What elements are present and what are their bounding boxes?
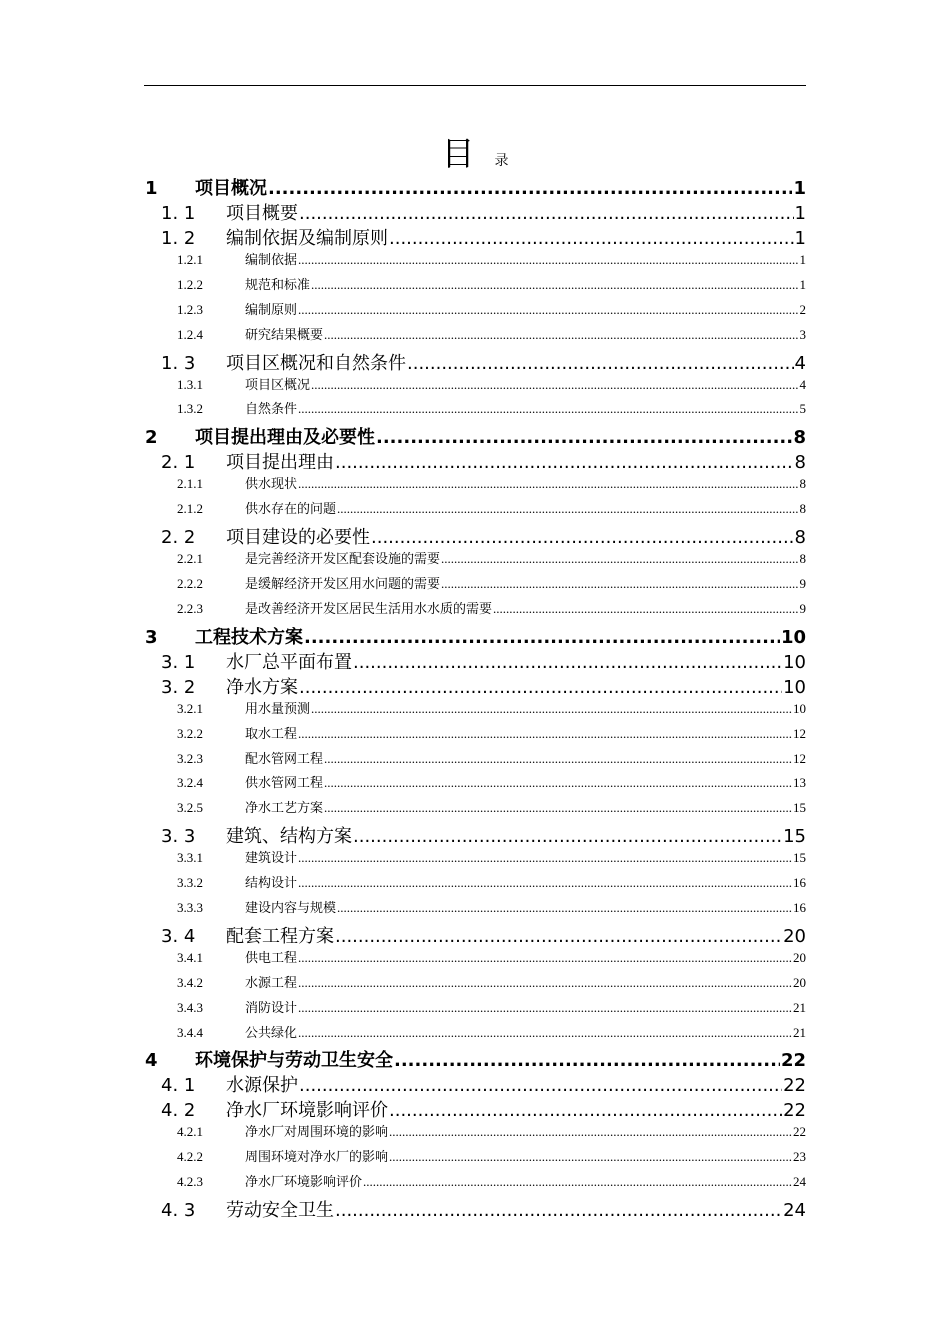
toc-entry-number: 4. 3 [161,1200,196,1222]
toc-entry-page: 5 [799,401,806,417]
toc-entry-level-3[interactable] [144,398,806,423]
toc-entry-page: 20 [793,949,806,965]
toc-entry-page: 12 [793,750,806,766]
toc-entry-title: 是缓解经济开发区用水问题的需要 [245,576,441,592]
toc-entry-page: 21 [793,1024,806,1040]
toc-entry-page: 10 [783,676,806,698]
toc-entry-number: 4.2.2 [177,1149,203,1165]
toc-entry-number: 2. 2 [161,527,196,549]
toc-entry-title: 项目提出理由及必要性 [195,427,375,449]
toc-entry-page: 24 [793,1174,806,1190]
toc-entry-title: 净水厂环境影响评价 [245,1174,363,1190]
toc-dot-leader [363,1174,792,1190]
toc-entry-title: 净水方案 [226,676,298,698]
toc-entry-page: 13 [793,775,806,791]
toc-entry-title: 编制原则 [245,301,298,317]
toc-entry-number: 3.4.3 [177,999,203,1015]
toc-entry-level-3[interactable] [144,473,806,498]
toc-entry-level-2[interactable] [144,199,806,224]
toc-entry-page: 22 [780,1050,806,1072]
toc-entry-title: 项目区概况和自然条件 [226,352,406,374]
toc-entry-level-1[interactable] [144,423,806,448]
toc-entry-level-3[interactable] [144,299,806,324]
toc-entry-number: 3.4.1 [177,949,203,965]
toc-entry-page: 9 [799,600,806,616]
toc-entry-level-3[interactable] [144,872,806,897]
toc-entry-page: 9 [799,576,806,592]
toc-entry-level-3[interactable] [144,1022,806,1047]
header-rule [144,85,806,86]
toc-entry-title: 水源工程 [245,974,298,990]
toc-entry-number: 3.3.3 [177,900,203,916]
toc-dot-leader [337,900,792,916]
toc-entry-number: 2.2.3 [177,600,203,616]
toc-entry-number: 3.4.2 [177,974,203,990]
toc-entry-level-3[interactable] [144,972,806,997]
toc-entry-level-3[interactable] [144,897,806,922]
toc-entry-page: 8 [794,452,806,474]
toc-entry-level-3[interactable] [144,1146,806,1171]
toc-entry-level-3[interactable] [144,723,806,748]
toc-entry-page: 22 [793,1124,806,1140]
toc-entry-page: 12 [793,725,806,741]
toc-entry-level-3[interactable] [144,1121,806,1146]
toc-entry-page: 20 [793,974,806,990]
toc-entry-level-3[interactable] [144,249,806,274]
toc-dot-leader [337,501,798,517]
toc-entry-title: 供水管网工程 [245,775,324,791]
toc-entry-page: 3 [799,326,806,342]
toc-entry-title: 是完善经济开发区配套设施的需要 [245,551,441,567]
toc-entry-page: 8 [799,551,806,567]
toc-entry-number: 3.2.4 [177,775,203,791]
toc-dot-leader [298,875,792,891]
toc-dot-leader [441,551,798,567]
toc-entry-level-3[interactable] [144,374,806,399]
toc-dot-leader [376,427,792,448]
toc-entry-title: 环境保护与劳动卫生安全 [195,1050,393,1072]
toc-entry-level-3[interactable] [144,748,806,773]
toc-dot-leader [311,701,792,717]
toc-entry-level-3[interactable] [144,698,806,723]
toc-entry-number: 1.2.2 [177,276,203,292]
toc-title-main: 目 [441,134,475,173]
toc-entry-page: 10 [793,700,806,716]
toc-dot-leader [389,228,794,249]
toc-entry-page: 1 [794,228,806,249]
toc-entry-title: 编制依据及编制原则 [226,228,388,249]
toc-entry-title: 消防设计 [245,999,298,1015]
toc-entry-title: 净水厂对周围环境的影响 [245,1124,389,1140]
toc-dot-leader [299,203,794,224]
toc-dot-leader [324,800,792,816]
toc-entry-number: 3. 3 [161,826,196,848]
toc-entry-title: 自然条件 [245,401,298,417]
toc-entry-title: 编制依据 [245,252,298,267]
toc-dot-leader [389,1124,792,1140]
toc-entry-page: 2 [799,301,806,317]
toc-entry-level-2[interactable] [144,648,806,673]
toc-entry-level-1[interactable] [144,174,806,199]
toc-dot-leader [407,353,794,374]
toc-dot-leader [298,850,792,866]
toc-dot-leader [311,377,798,393]
toc-entry-number: 3. 2 [161,676,196,698]
toc-dot-leader [353,652,782,673]
toc-entry-title: 公共绿化 [245,1024,298,1040]
toc-entry-page: 1 [794,203,806,224]
toc-entry-number: 4. 1 [161,1075,196,1097]
toc-dot-leader [299,1075,782,1096]
toc-entry-page: 20 [783,925,806,947]
toc-entry-level-3[interactable] [144,324,806,349]
toc-entry-title: 供水现状 [245,476,298,492]
toc-entry-level-3[interactable] [144,573,806,598]
toc-entry-title: 建筑设计 [245,850,298,866]
toc-entry-page: 21 [793,999,806,1015]
toc-dot-leader [324,327,798,343]
toc-dot-leader [298,302,798,318]
toc-dot-leader [371,527,794,548]
toc-entry-title: 周围环境对净水厂的影响 [245,1149,389,1165]
toc-entry-title: 净水厂环境影响评价 [226,1100,388,1122]
toc-entry-title: 水源保护 [226,1075,298,1097]
toc-dot-leader [298,401,798,417]
toc-dot-leader [389,1149,792,1165]
toc-dot-leader [324,751,792,767]
toc-entry-title: 项目区概况 [245,376,311,392]
toc-dot-leader [353,826,782,847]
toc-entry-title: 取水工程 [245,725,298,741]
table-of-contents [144,174,806,1221]
toc-entry-number: 2. 1 [161,452,196,474]
toc-entry-number: 1. 2 [161,228,196,249]
toc-entry-number: 4.2.1 [177,1124,203,1140]
toc-entry-level-2[interactable] [144,822,806,847]
toc-entry-level-2[interactable] [144,1096,806,1121]
toc-entry-level-3[interactable] [144,598,806,623]
toc-entry-number: 2.1.1 [177,476,203,492]
toc-dot-leader [299,677,782,698]
toc-entry-level-2[interactable] [144,448,806,473]
toc-entry-page: 8 [794,527,806,549]
toc-entry-page: 23 [793,1149,806,1165]
toc-entry-number: 4. 2 [161,1100,196,1122]
toc-entry-level-2[interactable] [144,523,806,548]
toc-entry-title: 建筑、结构方案 [226,826,352,848]
toc-entry-page: 1 [799,276,806,292]
toc-dot-leader [311,277,798,293]
toc-entry-title: 项目提出理由 [226,452,334,474]
toc-dot-leader [298,1025,792,1041]
toc-entry-number: 1. 1 [161,203,196,224]
toc-entry-level-2[interactable] [144,1071,806,1096]
toc-entry-number: 3.4.4 [177,1024,203,1040]
toc-dot-leader [298,975,792,991]
toc-entry-number: 1.3.2 [177,401,203,417]
toc-entry-level-3[interactable] [144,797,806,822]
toc-dot-leader [441,576,798,592]
toc-dot-leader [394,1050,780,1071]
toc-dot-leader [493,601,798,617]
toc-entry-title: 用水量预测 [245,700,311,716]
toc-entry-title: 劳动安全卫生 [226,1200,334,1222]
toc-entry-number: 3.2.2 [177,725,203,741]
toc-entry-title: 是改善经济开发区居民生活用水水质的需要 [245,600,493,616]
toc-dot-leader [298,476,798,492]
toc-entry-page: 15 [793,850,806,866]
toc-entry-title: 供电工程 [245,949,298,965]
toc-entry-page: 22 [783,1075,806,1097]
toc-dot-leader [335,1200,782,1221]
toc-entry-page: 4 [799,376,806,392]
toc-entry-number: 1.2.3 [177,301,203,317]
toc-entry-level-2[interactable] [144,224,806,249]
toc-title-secondary: 录 [494,153,509,169]
toc-entry-number: 1.2.1 [177,252,203,267]
toc-entry-page: 1 [793,178,806,199]
toc-entry-page: 15 [783,826,806,848]
toc-entry-number: 4.2.3 [177,1174,203,1190]
toc-entry-level-1[interactable] [144,1046,806,1071]
toc-entry-number: 3.2.1 [177,700,203,716]
toc-entry-number: 2 [145,427,158,449]
toc-dot-leader [298,252,798,268]
toc-entry-level-2[interactable] [144,1196,806,1221]
toc-entry-title: 建设内容与规模 [245,900,337,916]
toc-entry-title: 净水工艺方案 [245,800,324,816]
toc-entry-title: 项目概要 [226,203,298,224]
toc-title [0,128,950,175]
toc-entry-number: 2.2.2 [177,576,203,592]
toc-entry-page: 8 [793,427,806,449]
toc-entry-level-3[interactable] [144,498,806,523]
toc-entry-title: 规范和标准 [245,276,311,292]
toc-dot-leader [335,452,794,473]
toc-entry-title: 配水管网工程 [245,750,324,766]
toc-dot-leader [298,726,792,742]
toc-dot-leader [324,775,792,791]
toc-entry-number: 3. 4 [161,925,196,947]
toc-dot-leader [268,178,792,199]
toc-entry-number: 2.1.2 [177,501,203,517]
toc-entry-page: 8 [799,476,806,492]
toc-entry-level-3[interactable] [144,847,806,872]
toc-entry-number: 3. 1 [161,651,196,673]
toc-entry-level-3[interactable] [144,274,806,299]
toc-entry-page: 4 [794,352,806,374]
toc-entry-number: 1.3.1 [177,376,203,392]
toc-entry-number: 1.2.4 [177,326,203,342]
toc-entry-level-3[interactable] [144,947,806,972]
toc-entry-title: 研究结果概要 [245,326,324,342]
toc-entry-page: 10 [783,651,806,673]
toc-entry-level-3[interactable] [144,1171,806,1196]
toc-entry-number: 3.2.5 [177,800,203,816]
toc-entry-number: 3 [145,626,158,648]
toc-entry-number: 2.2.1 [177,551,203,567]
toc-entry-title: 供水存在的问题 [245,501,337,517]
toc-entry-number: 3.3.1 [177,850,203,866]
toc-dot-leader [389,1100,782,1121]
toc-entry-level-2[interactable] [144,673,806,698]
toc-entry-page: 15 [793,800,806,816]
toc-entry-level-2[interactable] [144,922,806,947]
toc-entry-number: 1. 3 [161,352,196,374]
toc-entry-number: 1 [145,178,158,199]
toc-entry-title: 项目概况 [195,178,267,199]
toc-entry-page: 22 [783,1100,806,1122]
toc-entry-level-1[interactable] [144,623,806,648]
toc-entry-level-2[interactable] [144,349,806,374]
toc-entry-page: 10 [780,626,806,648]
toc-dot-leader [304,627,780,648]
toc-entry-title: 水厂总平面布置 [226,651,352,673]
toc-entry-title: 项目建设的必要性 [226,527,370,549]
toc-entry-page: 16 [793,875,806,891]
toc-entry-number: 4 [145,1050,158,1072]
toc-entry-page: 16 [793,900,806,916]
toc-entry-page: 24 [783,1200,806,1222]
toc-entry-title: 结构设计 [245,875,298,891]
toc-dot-leader [335,926,782,947]
toc-entry-page: 1 [799,252,806,267]
toc-entry-title: 工程技术方案 [195,626,303,648]
toc-entry-level-3[interactable] [144,997,806,1022]
toc-entry-level-3[interactable] [144,772,806,797]
toc-entry-number: 3.3.2 [177,875,203,891]
toc-dot-leader [298,950,792,966]
toc-entry-number: 3.2.3 [177,750,203,766]
toc-entry-level-3[interactable] [144,548,806,573]
toc-entry-page: 8 [799,501,806,517]
toc-entry-title: 配套工程方案 [226,925,334,947]
toc-dot-leader [298,1000,792,1016]
